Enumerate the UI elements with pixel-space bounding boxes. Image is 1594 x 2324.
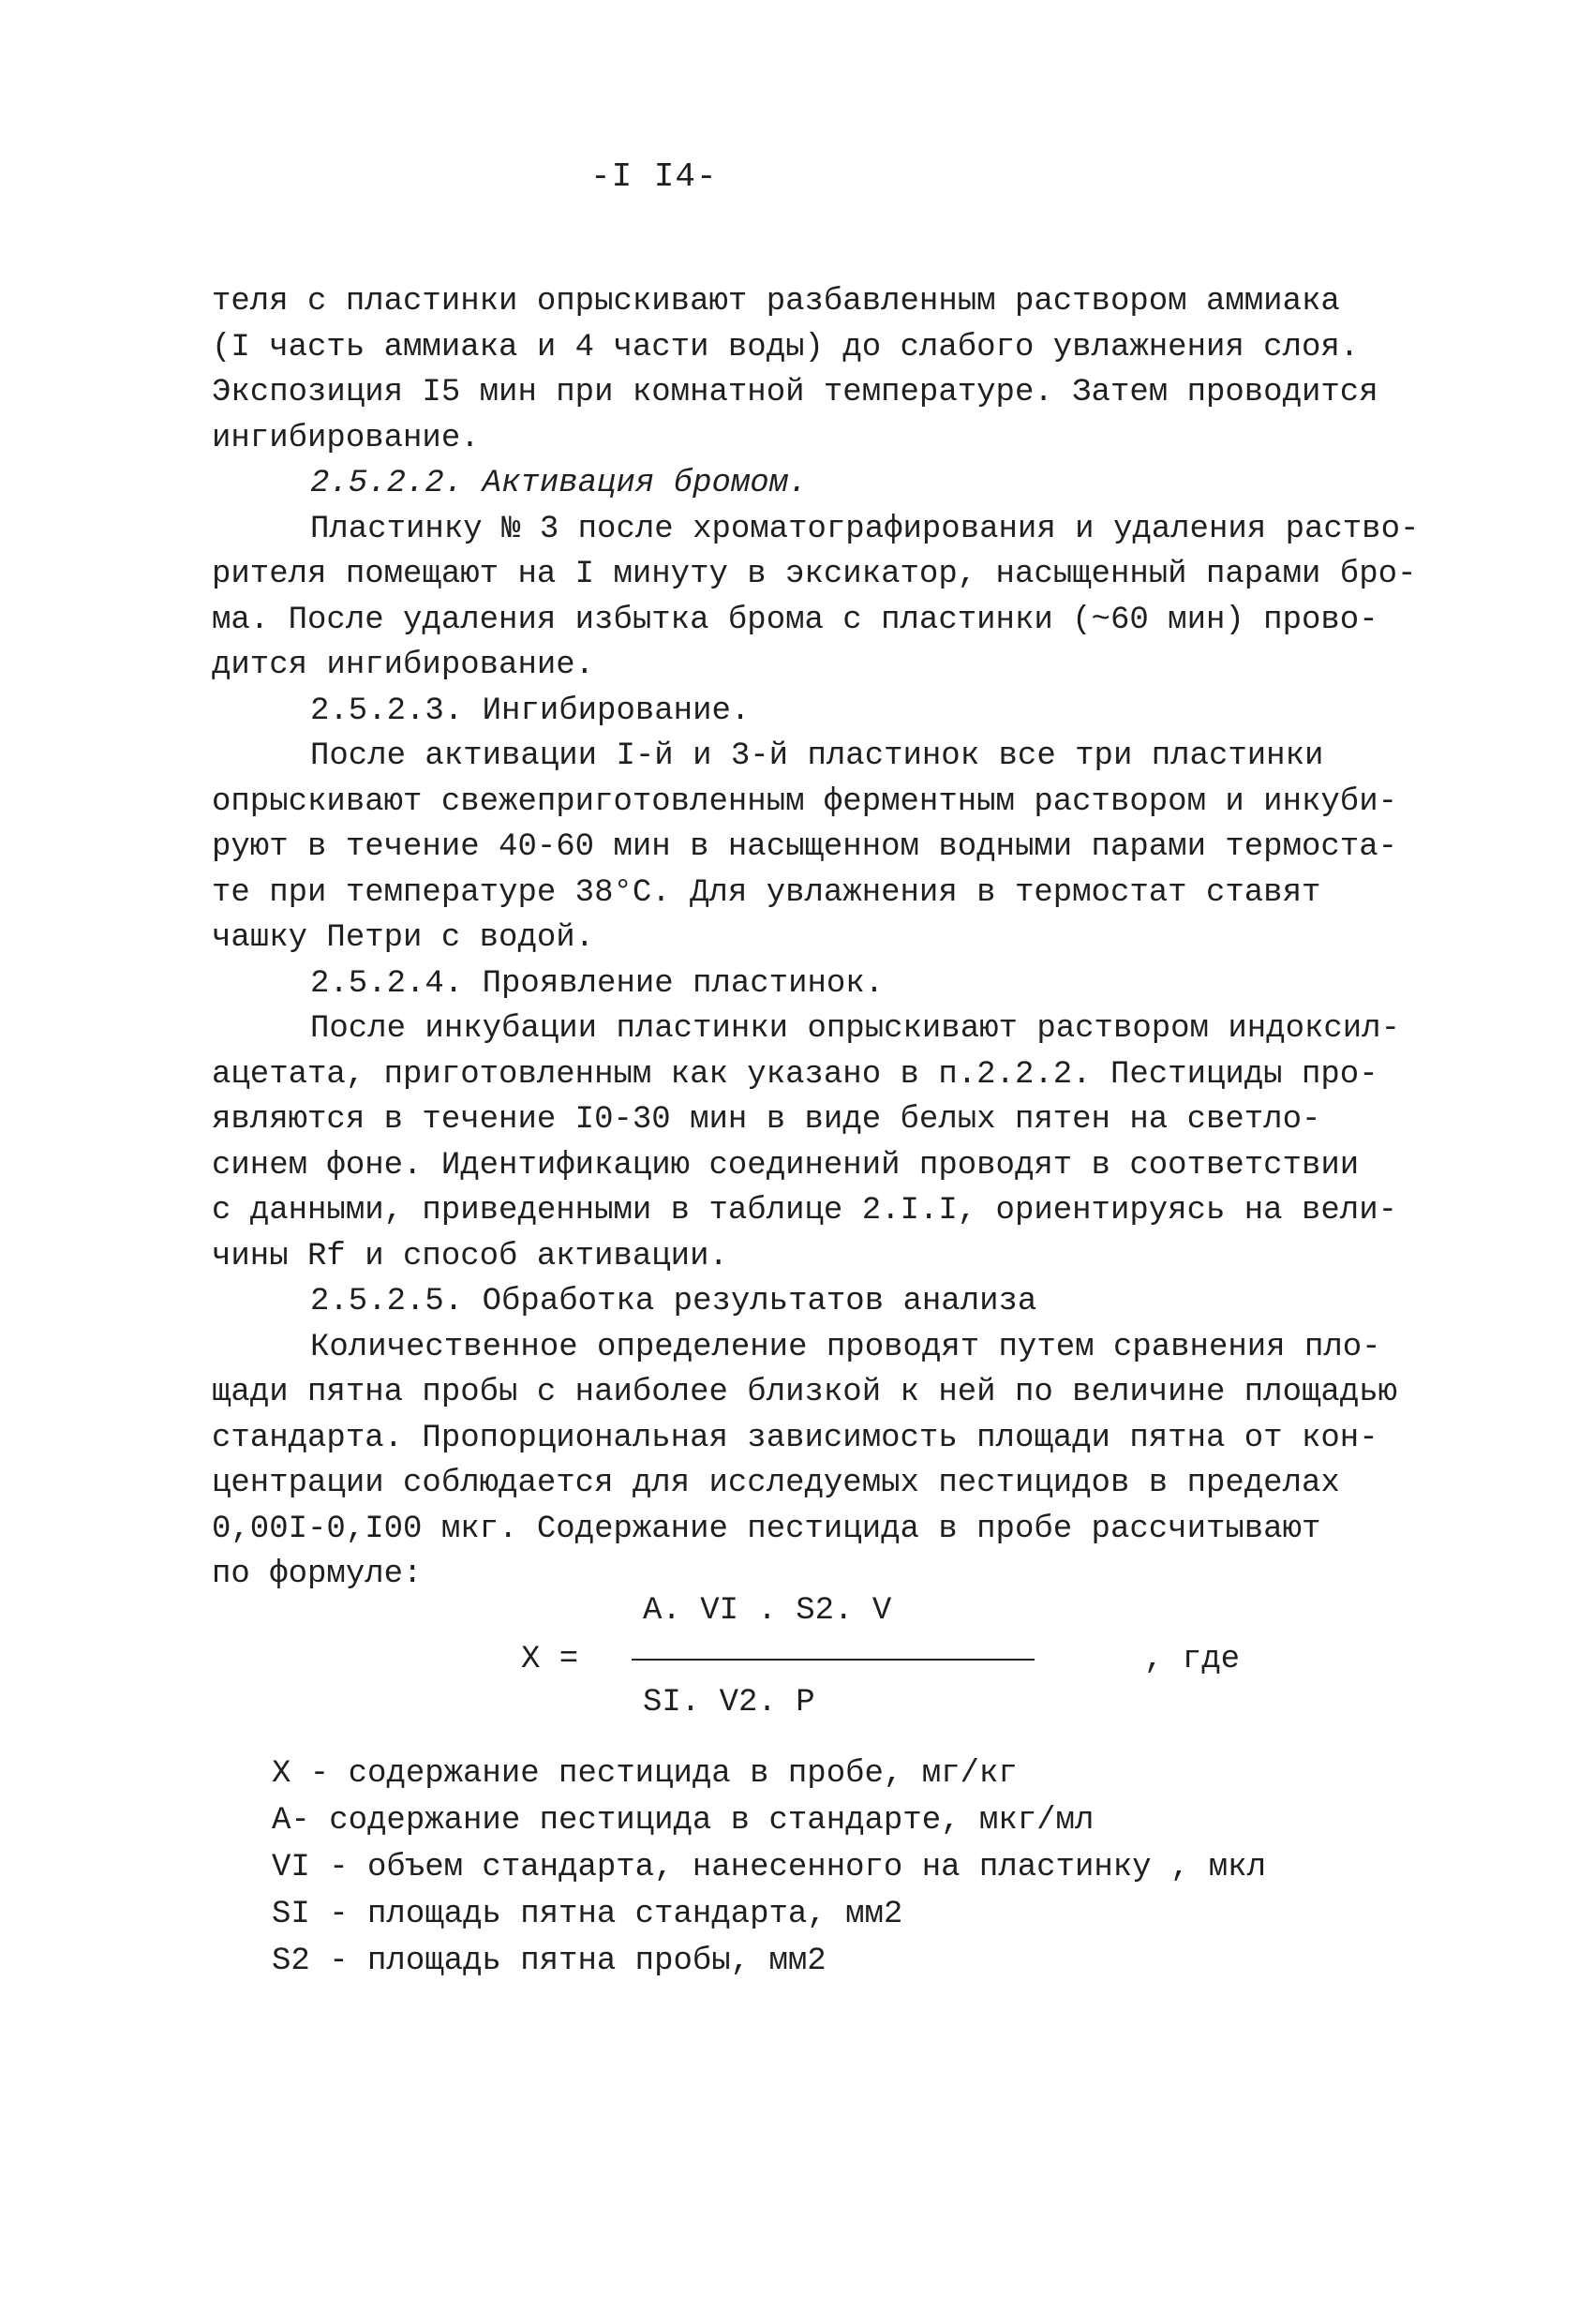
text-line: с данными, приведенными в таблице 2.I.I, ориентируясь на вели- (212, 1193, 1398, 1229)
section-heading: 2.5.2.2. Активация бромом. (310, 466, 808, 501)
formula (212, 1593, 1467, 1734)
legend-item: A- содержание пестицида в стандарте, мкг/мл (272, 1803, 1095, 1839)
formula-lhs: X = (521, 1642, 579, 1677)
text-line: Экспозиция I5 мин при комнатной температуре. Затем проводится (212, 375, 1378, 410)
text-line: После инкубации пластинки опрыскивают раствором индоксил- (310, 1011, 1400, 1047)
fraction-bar (632, 1659, 1035, 1661)
body-text (212, 279, 1467, 1598)
legend-item: VI - объем стандарта, нанесенного на пластинку , мкл (272, 1850, 1266, 1885)
text-line: Пластинку № 3 после хроматографирования и удаления раство- (310, 511, 1420, 547)
text-line: центрации соблюдается для исследуемых пестицидов в пределах (212, 1466, 1340, 1501)
text-line: синем фоне. Идентификацию соединений проводят в соответствии (212, 1147, 1360, 1184)
text-line: ма. После удаления избытка брома с пластинки (~60 мин) прово- (212, 602, 1378, 638)
text-line: те при температуре 38°С. Для увлажнения в термостат ставят (212, 874, 1321, 911)
text-line: по формуле: (212, 1557, 423, 1592)
text-line: ацетата, приготовленным как указано в п.2.2.2. Пестициды про- (212, 1056, 1378, 1093)
legend-item: S2 - площадь пятна пробы, мм2 (272, 1944, 827, 1979)
formula-denominator: SI. V2. P (643, 1685, 815, 1721)
text-line: опрыскивают свежеприготовленным ферментным раствором и инкуби- (212, 783, 1398, 820)
text-line: щади пятна пробы с наиболее близкой к ней по величине площадью (212, 1375, 1398, 1410)
text-line: (I часть аммиака и 4 части воды) до слабого увлажнения слоя. (212, 329, 1360, 365)
text-line: 2.5.2.4. Проявление пластинок. (310, 965, 885, 1002)
formula-legend (272, 1750, 1471, 1985)
text-line: ингибирование. (212, 420, 480, 456)
text-line: После активации I-й и 3-й пластинок все три пластинки (310, 738, 1324, 774)
text-line: Количественное определение проводят путем сравнения пло- (310, 1329, 1381, 1365)
legend-item: SI - площадь пятна стандарта, мм2 (272, 1897, 903, 1932)
text-line: 2.5.2.5. Обработка результатов анализа (310, 1284, 1037, 1319)
text-line: дится ингибирование. (212, 648, 595, 683)
text-line: теля с пластинки опрыскивают разбавленным раствором аммиака (212, 284, 1340, 320)
formula-suffix: , где (1144, 1642, 1241, 1677)
text-line: рителя помещают на I минуту в эксикатор, насыщенный парами бро- (212, 557, 1417, 592)
legend-item: X - содержание пестицида в пробе, мг/кг (272, 1756, 1018, 1792)
text-line: 2.5.2.3. Ингибирование. (310, 693, 751, 729)
text-line: являются в течение I0-30 мин в виде белых пятен на светло- (212, 1102, 1321, 1138)
formula-numerator: A. VI . S2. V (643, 1593, 892, 1629)
page-number: -I I4- (590, 157, 718, 196)
text-line: руют в течение 40-60 мин в насыщенном водными парами термоста- (212, 829, 1398, 865)
text-line: стандарта. Пропорциональная зависимость площади пятна от кон- (212, 1420, 1378, 1456)
text-line: чашку Петри с водой. (212, 920, 595, 956)
text-line: 0,00I-0,I00 мкг. Содержание пестицида в пробе рассчитывают (212, 1511, 1321, 1547)
text-line: чины Rf и способ активации. (212, 1238, 728, 1274)
